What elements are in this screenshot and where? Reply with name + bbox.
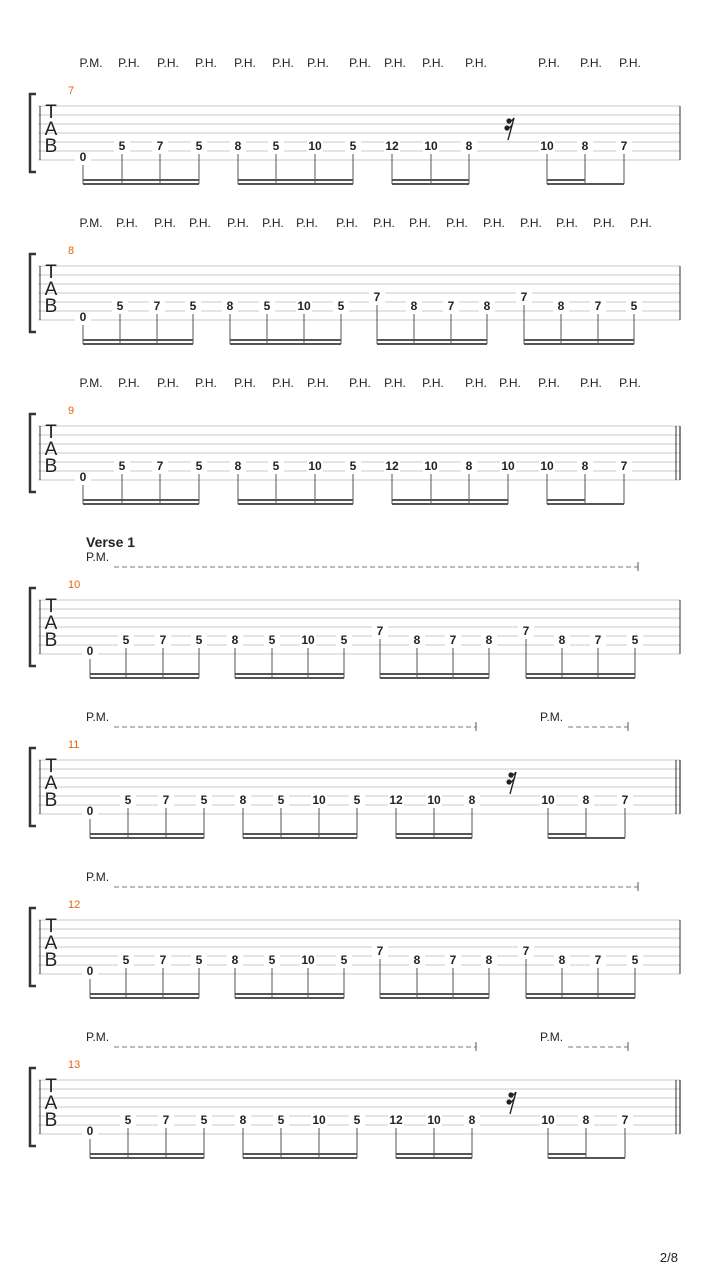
tab-system-10 bbox=[30, 534, 680, 678]
technique-label: P.H. bbox=[195, 56, 217, 70]
fret-number: 0 bbox=[86, 1124, 94, 1138]
fret-number: 8 bbox=[410, 299, 418, 313]
fret-number: 8 bbox=[239, 1113, 247, 1127]
fret-number: 5 bbox=[200, 1113, 208, 1127]
fret-number: 8 bbox=[558, 633, 566, 647]
tab-clef-letter: B bbox=[44, 790, 58, 811]
technique-label: P.H. bbox=[118, 376, 140, 390]
fret-number: 5 bbox=[272, 459, 280, 473]
fret-number: 5 bbox=[118, 459, 126, 473]
system-bracket bbox=[30, 748, 36, 826]
tab-clef-letter: T bbox=[45, 916, 57, 937]
fret-number: 8 bbox=[231, 633, 239, 647]
technique-label: P.H. bbox=[422, 56, 444, 70]
technique-label: P.H. bbox=[446, 216, 468, 230]
fret-number: 12 bbox=[389, 1113, 403, 1127]
fret-number: 8 bbox=[239, 793, 247, 807]
technique-label: P.H. bbox=[349, 56, 371, 70]
sixteenth-rest bbox=[504, 118, 514, 140]
technique-label: P.H. bbox=[538, 376, 560, 390]
fret-number: 10 bbox=[312, 793, 326, 807]
fret-number: 5 bbox=[268, 953, 276, 967]
sixteenth-rest bbox=[506, 772, 516, 794]
fret-number: 7 bbox=[594, 953, 602, 967]
fret-number: 7 bbox=[159, 953, 167, 967]
measure-number: 12 bbox=[68, 899, 81, 911]
tab-clef-letter: T bbox=[45, 1076, 57, 1097]
fret-number: 7 bbox=[447, 299, 455, 313]
fret-number: 5 bbox=[631, 953, 639, 967]
technique-label: P.H. bbox=[227, 216, 249, 230]
technique-label: P.H. bbox=[234, 376, 256, 390]
technique-label: P.H. bbox=[580, 376, 602, 390]
technique-label: P.H. bbox=[336, 216, 358, 230]
measure-number: 10 bbox=[68, 579, 81, 591]
fret-number: 7 bbox=[376, 624, 384, 638]
fret-number: 5 bbox=[349, 139, 357, 153]
technique-label: P.H. bbox=[409, 216, 431, 230]
fret-number: 7 bbox=[594, 633, 602, 647]
system-bracket bbox=[30, 254, 36, 332]
technique-label: P.H. bbox=[157, 56, 179, 70]
technique-label: P.H. bbox=[262, 216, 284, 230]
tab-system-9 bbox=[30, 376, 680, 504]
system-bracket bbox=[30, 908, 36, 986]
fret-number: 7 bbox=[621, 1113, 629, 1127]
fret-number: 10 bbox=[540, 139, 554, 153]
technique-label: P.H. bbox=[118, 56, 140, 70]
measure-number: 9 bbox=[68, 405, 75, 417]
fret-number: 7 bbox=[159, 633, 167, 647]
technique-label: P.H. bbox=[272, 376, 294, 390]
fret-number: 5 bbox=[122, 633, 130, 647]
technique-label: P.M. bbox=[79, 56, 103, 70]
fret-number: 0 bbox=[86, 804, 94, 818]
system-bracket bbox=[30, 94, 36, 172]
fret-number: 0 bbox=[79, 310, 87, 324]
fret-number: 0 bbox=[79, 470, 87, 484]
fret-number: 7 bbox=[522, 624, 530, 638]
fret-number: 5 bbox=[195, 633, 203, 647]
fret-number: 12 bbox=[389, 793, 403, 807]
fret-number: 5 bbox=[118, 139, 126, 153]
technique-label: P.H. bbox=[499, 376, 521, 390]
measure-number: 11 bbox=[68, 739, 80, 751]
technique-label: P.H. bbox=[307, 376, 329, 390]
fret-number: 8 bbox=[485, 953, 493, 967]
tab-system-7 bbox=[30, 56, 680, 184]
fret-number: 8 bbox=[226, 299, 234, 313]
technique-label: P.H. bbox=[296, 216, 318, 230]
fret-number: 5 bbox=[272, 139, 280, 153]
tab-clef-letter: T bbox=[45, 756, 57, 777]
technique-label: P.H. bbox=[520, 216, 542, 230]
technique-label: P.H. bbox=[465, 376, 487, 390]
palm-mute-label: P.M. bbox=[86, 1030, 110, 1044]
fret-number: 7 bbox=[620, 139, 628, 153]
fret-number: 7 bbox=[621, 793, 629, 807]
fret-number: 12 bbox=[385, 459, 399, 473]
fret-number: 8 bbox=[413, 953, 421, 967]
fret-number: 5 bbox=[630, 299, 638, 313]
fret-number: 5 bbox=[340, 953, 348, 967]
technique-label: P.H. bbox=[556, 216, 578, 230]
fret-number: 5 bbox=[631, 633, 639, 647]
technique-label: P.M. bbox=[79, 376, 103, 390]
fret-number: 5 bbox=[340, 633, 348, 647]
technique-label: P.H. bbox=[349, 376, 371, 390]
fret-number: 5 bbox=[189, 299, 197, 313]
fret-number: 5 bbox=[124, 793, 132, 807]
tab-clef-letter: B bbox=[44, 456, 58, 477]
tab-clef-letter: T bbox=[45, 596, 57, 617]
fret-number: 5 bbox=[263, 299, 271, 313]
fret-number: 10 bbox=[540, 459, 554, 473]
fret-number: 5 bbox=[195, 459, 203, 473]
fret-number: 7 bbox=[156, 139, 164, 153]
technique-label: P.H. bbox=[630, 216, 652, 230]
palm-mute-label: P.M. bbox=[540, 710, 564, 724]
sixteenth-rest bbox=[506, 1092, 516, 1114]
fret-number: 0 bbox=[86, 644, 94, 658]
tab-clef-letter: A bbox=[44, 119, 58, 140]
fret-number: 0 bbox=[86, 964, 94, 978]
fret-number: 10 bbox=[297, 299, 311, 313]
fret-number: 5 bbox=[200, 793, 208, 807]
fret-number: 10 bbox=[427, 793, 441, 807]
tab-clef-letter: T bbox=[45, 422, 57, 443]
palm-mute-label: P.M. bbox=[540, 1030, 564, 1044]
tab-system-8 bbox=[30, 216, 680, 344]
tab-clef-letter: A bbox=[44, 439, 58, 460]
fret-number: 8 bbox=[582, 1113, 590, 1127]
fret-number: 8 bbox=[465, 459, 473, 473]
technique-label: P.H. bbox=[272, 56, 294, 70]
tab-system-12 bbox=[30, 870, 680, 998]
technique-label: P.H. bbox=[465, 56, 487, 70]
technique-label: P.H. bbox=[384, 376, 406, 390]
fret-number: 5 bbox=[268, 633, 276, 647]
fret-number: 7 bbox=[449, 953, 457, 967]
fret-number: 7 bbox=[520, 290, 528, 304]
tab-clef-letter: B bbox=[44, 1110, 58, 1131]
technique-label: P.H. bbox=[234, 56, 256, 70]
technique-label: P.H. bbox=[189, 216, 211, 230]
tab-clef-letter: T bbox=[45, 262, 57, 283]
tab-clef-letter: B bbox=[44, 950, 58, 971]
fret-number: 10 bbox=[301, 953, 315, 967]
fret-number: 10 bbox=[427, 1113, 441, 1127]
system-bracket bbox=[30, 1068, 36, 1146]
fret-number: 10 bbox=[541, 793, 555, 807]
tab-clef-letter: A bbox=[44, 279, 58, 300]
fret-number: 8 bbox=[234, 459, 242, 473]
system-bracket bbox=[30, 588, 36, 666]
technique-label: P.H. bbox=[307, 56, 329, 70]
fret-number: 7 bbox=[594, 299, 602, 313]
fret-number: 10 bbox=[308, 139, 322, 153]
fret-number: 8 bbox=[231, 953, 239, 967]
fret-number: 5 bbox=[195, 139, 203, 153]
fret-number: 8 bbox=[413, 633, 421, 647]
fret-number: 10 bbox=[501, 459, 515, 473]
fret-number: 5 bbox=[353, 1113, 361, 1127]
fret-number: 5 bbox=[337, 299, 345, 313]
technique-label: P.H. bbox=[116, 216, 138, 230]
measure-number: 8 bbox=[68, 245, 75, 257]
fret-number: 5 bbox=[195, 953, 203, 967]
tab-clef-letter: A bbox=[44, 1093, 58, 1114]
fret-number: 7 bbox=[373, 290, 381, 304]
fret-number: 5 bbox=[116, 299, 124, 313]
fret-number: 7 bbox=[153, 299, 161, 313]
palm-mute-label: P.M. bbox=[86, 870, 110, 884]
technique-label: P.H. bbox=[422, 376, 444, 390]
palm-mute-label: P.M. bbox=[86, 710, 110, 724]
tab-clef-letter: A bbox=[44, 773, 58, 794]
fret-number: 0 bbox=[79, 150, 87, 164]
technique-label: P.H. bbox=[580, 56, 602, 70]
tab-clef-letter: B bbox=[44, 630, 58, 651]
fret-number: 5 bbox=[124, 1113, 132, 1127]
palm-mute-label: P.M. bbox=[86, 550, 110, 564]
tab-clef-letter: B bbox=[44, 296, 58, 317]
fret-number: 8 bbox=[468, 793, 476, 807]
fret-number: 7 bbox=[376, 944, 384, 958]
technique-label: P.H. bbox=[619, 56, 641, 70]
fret-number: 8 bbox=[234, 139, 242, 153]
technique-label: P.H. bbox=[373, 216, 395, 230]
fret-number: 10 bbox=[541, 1113, 555, 1127]
fret-number: 10 bbox=[424, 139, 438, 153]
tab-clef-letter: A bbox=[44, 613, 58, 634]
system-bracket bbox=[30, 414, 36, 492]
technique-label: P.H. bbox=[384, 56, 406, 70]
fret-number: 8 bbox=[483, 299, 491, 313]
technique-label: P.M. bbox=[79, 216, 103, 230]
tab-clef-letter: B bbox=[44, 136, 58, 157]
fret-number: 12 bbox=[385, 139, 399, 153]
fret-number: 7 bbox=[449, 633, 457, 647]
fret-number: 7 bbox=[522, 944, 530, 958]
technique-label: P.H. bbox=[154, 216, 176, 230]
fret-number: 10 bbox=[301, 633, 315, 647]
fret-number: 7 bbox=[620, 459, 628, 473]
fret-number: 8 bbox=[468, 1113, 476, 1127]
fret-number: 8 bbox=[582, 793, 590, 807]
fret-number: 8 bbox=[465, 139, 473, 153]
tab-clef-letter: T bbox=[45, 102, 57, 123]
fret-number: 8 bbox=[558, 953, 566, 967]
technique-label: P.H. bbox=[483, 216, 505, 230]
fret-number: 8 bbox=[581, 459, 589, 473]
fret-number: 8 bbox=[581, 139, 589, 153]
tab-clef-letter: A bbox=[44, 933, 58, 954]
fret-number: 8 bbox=[557, 299, 565, 313]
fret-number: 7 bbox=[156, 459, 164, 473]
fret-number: 5 bbox=[353, 793, 361, 807]
measure-number: 7 bbox=[68, 85, 75, 97]
fret-number: 7 bbox=[162, 793, 170, 807]
fret-number: 10 bbox=[424, 459, 438, 473]
technique-label: P.H. bbox=[157, 376, 179, 390]
fret-number: 5 bbox=[277, 1113, 285, 1127]
page-number: 2/8 bbox=[659, 1250, 678, 1265]
measure-number: 13 bbox=[68, 1059, 81, 1071]
technique-label: P.H. bbox=[593, 216, 615, 230]
fret-number: 7 bbox=[162, 1113, 170, 1127]
fret-number: 8 bbox=[485, 633, 493, 647]
fret-number: 10 bbox=[312, 1113, 326, 1127]
technique-label: P.H. bbox=[195, 376, 217, 390]
tab-system-11 bbox=[30, 710, 680, 838]
fret-number: 5 bbox=[349, 459, 357, 473]
section-label: Verse 1 bbox=[86, 534, 136, 550]
technique-label: P.H. bbox=[619, 376, 641, 390]
fret-number: 5 bbox=[277, 793, 285, 807]
tab-system-13 bbox=[30, 1030, 680, 1158]
technique-label: P.H. bbox=[538, 56, 560, 70]
fret-number: 10 bbox=[308, 459, 322, 473]
fret-number: 5 bbox=[122, 953, 130, 967]
